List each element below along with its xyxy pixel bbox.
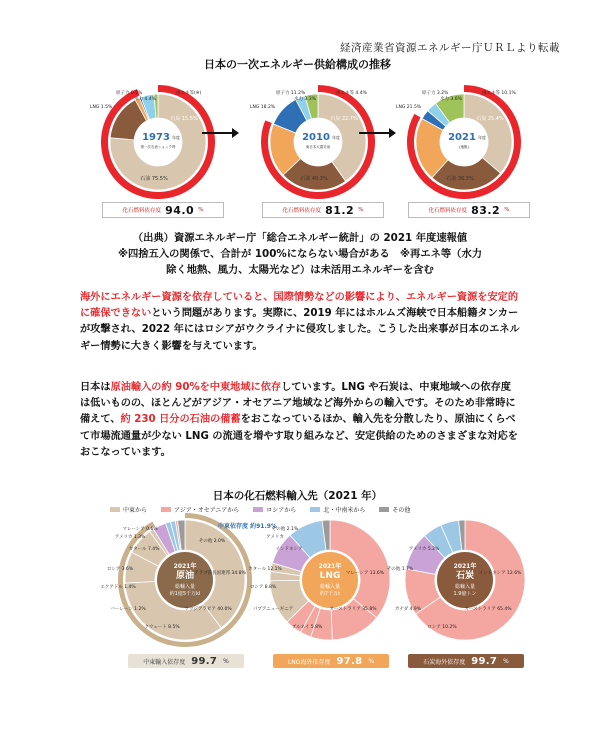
ratio-unit: % xyxy=(198,207,204,213)
segment-label: サウジアラビア 40.0% xyxy=(184,607,232,612)
center-sub: 第一次石油ショック時 xyxy=(140,145,176,149)
ratio-unit: % xyxy=(368,657,375,665)
segment-label: 水力 4.4% xyxy=(134,97,156,102)
ratio-label: LNG海外依存度 xyxy=(287,658,331,666)
segment-label: その他 2.0% xyxy=(198,539,226,544)
year-label: 2010 xyxy=(302,132,330,143)
ratio-value: 99.7 xyxy=(191,655,218,667)
ratio-unit: % xyxy=(503,657,509,665)
segment-label: エクアドル 1.4% xyxy=(100,585,136,590)
imports-title: 日本の化石燃料輸入先（2021 年） xyxy=(212,490,383,502)
center-title: 原油 xyxy=(175,571,195,581)
body-text: という問題があります。実際に、2019 年にはホルムズ海峡で日本船籍タンカーが攻撃され、2022 年にはロシアがウクライナに侵攻しました。こうした出来事が日本のエネルギー情勢に大きく影響を与えています。 xyxy=(80,308,520,352)
segment-label: 石油 75.5% xyxy=(140,176,168,182)
segment-label: オーストラリア 65.4% xyxy=(464,607,512,612)
paragraph-middle-east xyxy=(80,380,520,461)
ratio-label: 化石燃料依存度 xyxy=(282,208,322,214)
segment-label: アメリカ 1.3% xyxy=(114,535,146,540)
center-sub: 総輸入量 xyxy=(174,584,196,590)
segment-label: 石炭 25.4% xyxy=(476,116,504,122)
legend-label: その他 xyxy=(392,507,411,514)
segment-label: 石油 36.3% xyxy=(446,176,474,182)
ratio-label: 石炭海外依存度 xyxy=(423,658,466,666)
year-suffix: 年度 xyxy=(478,135,486,140)
ratio-value: 83.2 xyxy=(471,203,501,217)
coal-svg xyxy=(380,510,550,652)
energy-mix-title: 日本の一次エネルギー供給構成の推移 xyxy=(204,58,391,71)
body-text: しています。LNG や石炭は、中東地域への依存度は低いものの、ほとんどがアジア・オセアニア地域など海外からの輸入です。そのため非常時に備えて、 xyxy=(80,382,516,426)
segment-label: インドネシア 12.6% xyxy=(478,571,522,576)
donut-1973-svg xyxy=(88,80,236,202)
segment-label: 石油 40.3% xyxy=(300,176,328,182)
year-label: 2021年 xyxy=(173,563,197,570)
center-sub: (速報) xyxy=(459,145,469,149)
legend-label: アジア・オセアニアから xyxy=(174,507,240,514)
center-title: LNG xyxy=(319,571,341,581)
ratio-box-lng xyxy=(273,654,389,668)
segment-label: 再エネ等 10.1% xyxy=(482,91,516,96)
legend-label: ロシアから xyxy=(266,507,297,514)
segment-label: 再エネ等(※) xyxy=(176,91,202,96)
center-sub: 約7千万t xyxy=(319,591,341,597)
highlight-text: 約 230 日分の石油の備蓄 xyxy=(120,414,241,426)
year-suffix: 年度 xyxy=(332,135,340,140)
segment-label: カタール 12.1% xyxy=(248,567,282,572)
paragraph-dependence xyxy=(80,290,520,355)
segment-label: 石炭 15.5% xyxy=(170,116,198,122)
segment-label: ロシア 3.6% xyxy=(106,567,134,572)
ratio-box-1973 xyxy=(102,202,224,218)
donut-1973 xyxy=(88,80,236,230)
segment-label: パプアニューギニア xyxy=(252,607,294,612)
center-title: 石炭 xyxy=(455,571,475,581)
segment-label: バーレーン 1.2% xyxy=(110,607,146,612)
year-label: 1973 xyxy=(142,132,170,143)
center-sub: 1.9億トン xyxy=(453,591,477,597)
segment-label: マレーシア 0.6% xyxy=(122,527,158,532)
source-caption xyxy=(80,230,520,278)
segment-label: LNG 18.2% xyxy=(250,105,276,110)
legend-label: 中東から xyxy=(123,507,148,514)
caption-line: 除く地熱、風力、太陽光など）は未活用エネルギーを含む xyxy=(166,264,434,276)
year-label: 2021年 xyxy=(453,563,477,570)
year-suffix: 年度 xyxy=(172,135,180,140)
segment-label: クウェート 8.5% xyxy=(144,625,180,630)
ratio-label: 中東輸入依存度 xyxy=(143,658,186,666)
arrow-right-icon xyxy=(357,126,397,140)
center-sub: 総輸入量 xyxy=(454,584,476,590)
donut-2010 xyxy=(248,80,396,230)
segment-label: マレーシア 13.6% xyxy=(345,571,385,576)
body-text: をおこなっているほか、輸入先を分散したり、原油にくらべて市場流通量が少ない LNG の流通を増やす取り組みなど、安定供給のためのさまざまな対応をおこなっています。 xyxy=(80,414,518,458)
segment-label: LNG 1.5% xyxy=(90,105,113,110)
ratio-unit: % xyxy=(223,657,229,665)
segment-label: 水力 3.6% xyxy=(440,97,462,102)
ratio-box-crude xyxy=(128,654,244,668)
year-label: 2021 xyxy=(448,132,476,143)
highlight-label: 中東依存度 約91.9% xyxy=(218,523,277,530)
ratio-unit: % xyxy=(504,207,510,213)
segment-label: 水力 3.3% xyxy=(294,97,316,102)
caption-line: ※四捨五入の関係で、合計が 100%にならない場合がある ※再エネ等（水力 xyxy=(117,248,483,260)
segment-label: その他 1.7% xyxy=(386,567,414,572)
highlight-text: 海外にエネルギー資源を依存していると、国際情勢などの影響により、エネルギー資源を安定的に確保できない xyxy=(80,292,519,320)
center-sub: 約1億5千万kl xyxy=(169,591,201,597)
segment-label: カタール 7.4% xyxy=(128,547,160,552)
segment-label: インドネシア xyxy=(275,547,303,552)
ratio-box-2021 xyxy=(408,202,530,218)
center-sub: 総輸入量 xyxy=(319,584,341,590)
source-note: 経済産業省資源エネルギー庁ＵＲＬより転載 xyxy=(340,42,560,54)
ratio-value: 94.0 xyxy=(165,203,195,217)
segment-label: 石炭 22.7% xyxy=(330,116,358,122)
segment-label: カナダ 4.9% xyxy=(394,607,422,612)
coal-donut xyxy=(380,510,550,670)
segment-label: アメリカ 5.2% xyxy=(408,547,440,552)
segment-label: 原子力 11.2% xyxy=(276,91,306,96)
year-label: 2021年 xyxy=(318,563,342,570)
segment-label: 原子力 3.2% xyxy=(422,91,449,96)
segment-label: アメリカ xyxy=(266,535,284,540)
arrow-right-icon xyxy=(200,126,240,140)
ratio-label: 化石燃料依存度 xyxy=(122,208,162,214)
caption-line: （出典）資源エネルギー庁「総合エネルギー統計」の 2021 年度速報値 xyxy=(132,232,468,244)
ratio-box-2010 xyxy=(262,202,384,218)
segment-label: LNG 21.5% xyxy=(396,105,422,110)
body-text: 日本は xyxy=(80,382,111,393)
legend-label: 北・中南米から xyxy=(323,507,366,514)
ratio-box-coal xyxy=(408,654,524,668)
ratio-value: 97.8 xyxy=(336,655,363,667)
ratio-value: 99.7 xyxy=(471,655,498,667)
segment-label: ロシア 10.2% xyxy=(427,625,457,630)
center-sub: 東日本大震災前 xyxy=(305,145,331,149)
segment-label: 再エネ等 4.4% xyxy=(336,91,367,96)
ratio-unit: % xyxy=(358,207,364,213)
segment-label: ブルネイ 5.8% xyxy=(291,625,323,630)
segment-label: アラブ首長国連邦 34.8% xyxy=(194,571,246,576)
donut-2010-svg xyxy=(248,80,396,202)
segment-label: オーストラリア 35.8% xyxy=(329,607,377,612)
segment-label: ロシア 8.8% xyxy=(249,585,277,590)
ratio-label: 化石燃料依存度 xyxy=(428,208,468,214)
highlight-text: 原油輸入の約 90%を中東地域に依存 xyxy=(110,382,282,393)
segment-label: 原子力 0.6% xyxy=(116,91,143,96)
ratio-value: 81.2 xyxy=(325,203,355,217)
donut-2021-svg xyxy=(394,80,542,202)
donut-2021 xyxy=(394,80,542,230)
segment-label: その他 2.1% xyxy=(271,527,299,532)
